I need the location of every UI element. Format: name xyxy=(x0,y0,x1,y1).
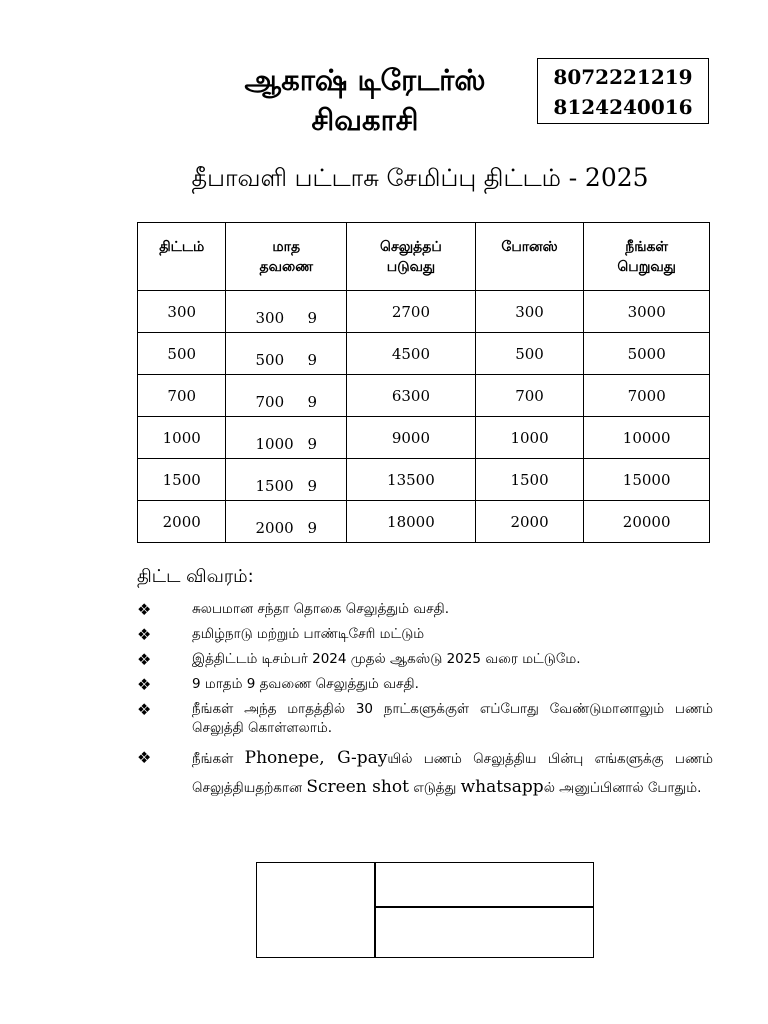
cell-receive: 20000 xyxy=(584,501,710,543)
header-receive: நீங்கள் பெறுவது xyxy=(584,223,710,291)
cell-bonus: 500 xyxy=(475,333,584,375)
cell-paid: 6300 xyxy=(347,375,476,417)
cell-bonus: 700 xyxy=(475,375,584,417)
cell-paid: 2700 xyxy=(347,291,476,333)
cell-receive: 10000 xyxy=(584,417,710,459)
table-row xyxy=(138,417,710,459)
cell-bonus: 2000 xyxy=(475,501,584,543)
cell-paid: 4500 xyxy=(347,333,476,375)
cell-receive: 3000 xyxy=(584,291,710,333)
header-paid: செலுத்தப் படுவது xyxy=(347,223,476,291)
bullet-icon: ❖ xyxy=(137,625,152,644)
bullet-icon: ❖ xyxy=(137,700,152,719)
header-monthly: மாத தவணை xyxy=(226,223,347,291)
cell-bonus: 1500 xyxy=(475,459,584,501)
cell-paid: 18000 xyxy=(347,501,476,543)
details-heading: திட்ட விவரம்: xyxy=(137,566,254,587)
phone-box xyxy=(537,58,709,124)
phone-number-1: 8072221219 xyxy=(553,65,693,89)
plan-table xyxy=(137,222,710,543)
cell-bonus: 1000 xyxy=(475,417,584,459)
company-name: ஆகாஷ் டிரேடர்ஸ் xyxy=(244,63,486,97)
cell-plan: 700 xyxy=(138,375,226,417)
cell-monthly: 2000 9 xyxy=(226,501,347,543)
cell-plan: 1500 xyxy=(138,459,226,501)
table-row xyxy=(138,375,710,417)
table-header-row xyxy=(138,223,710,291)
list-item: ❖ 9 மாதம் 9 தவணை செலுத்தும் வசதி. xyxy=(137,675,419,694)
cell-plan: 1000 xyxy=(138,417,226,459)
cell-plan: 300 xyxy=(138,291,226,333)
cell-monthly: 300 9 xyxy=(226,291,347,333)
scheme-year: 2025 xyxy=(584,163,649,192)
signature-box-divider xyxy=(374,862,376,958)
table-row xyxy=(138,501,710,543)
details-list xyxy=(137,600,713,808)
bullet-icon: ❖ xyxy=(137,675,152,694)
scheme-title-text: தீபாவளி பட்டாசு சேமிப்பு திட்டம் - xyxy=(191,164,578,192)
cell-receive: 15000 xyxy=(584,459,710,501)
table-row xyxy=(138,333,710,375)
list-item: ❖ நீங்கள் அந்த மாதத்தில் 30 நாட்களுக்குள் எப்போது வேண்டுமானாலும் பணம் செலுத்தி கொள்ளலாம். xyxy=(137,700,713,736)
company-city: சிவகாசி xyxy=(311,103,419,137)
list-item: ❖ இத்திட்டம் டிசம்பர் 2024 முதல் ஆகஸ்டு 2025 வரை மட்டுமே. xyxy=(137,650,581,669)
signature-box xyxy=(256,862,594,958)
cell-monthly: 1500 9 xyxy=(226,459,347,501)
cell-bonus: 300 xyxy=(475,291,584,333)
list-item: ❖ தமிழ்நாடு மற்றும் பாண்டிசேரி மட்டும் xyxy=(137,625,425,644)
table-row xyxy=(138,459,710,501)
cell-receive: 5000 xyxy=(584,333,710,375)
cell-plan: 500 xyxy=(138,333,226,375)
table-row xyxy=(138,291,710,333)
cell-monthly: 500 9 xyxy=(226,333,347,375)
list-item: ❖ சுலபமான சந்தா தொகை செலுத்தும் வசதி. xyxy=(137,600,449,619)
bullet-icon: ❖ xyxy=(137,748,152,767)
cell-monthly: 700 9 xyxy=(226,375,347,417)
list-item: ❖ நீங்கள் Phonepe, G-payயில் பணம் செலுத்திய பின்பு எங்களுக்கு பணம் செலுத்தியதற்கான Screen shot எடுத்து whatsappல் அனுப்பினால் போதும். xyxy=(137,744,713,802)
company-header xyxy=(200,60,530,140)
cell-paid: 13500 xyxy=(347,459,476,501)
cell-receive: 7000 xyxy=(584,375,710,417)
bullet-icon: ❖ xyxy=(137,650,152,669)
scheme-title xyxy=(120,160,720,196)
cell-monthly: 1000 9 xyxy=(226,417,347,459)
signature-box-row-divider xyxy=(374,906,594,908)
cell-paid: 9000 xyxy=(347,417,476,459)
phone-number-2: 8124240016 xyxy=(553,95,693,119)
bullet-icon: ❖ xyxy=(137,600,152,619)
header-bonus: போனஸ் xyxy=(475,223,584,291)
cell-plan: 2000 xyxy=(138,501,226,543)
header-plan: திட்டம் xyxy=(138,223,226,291)
